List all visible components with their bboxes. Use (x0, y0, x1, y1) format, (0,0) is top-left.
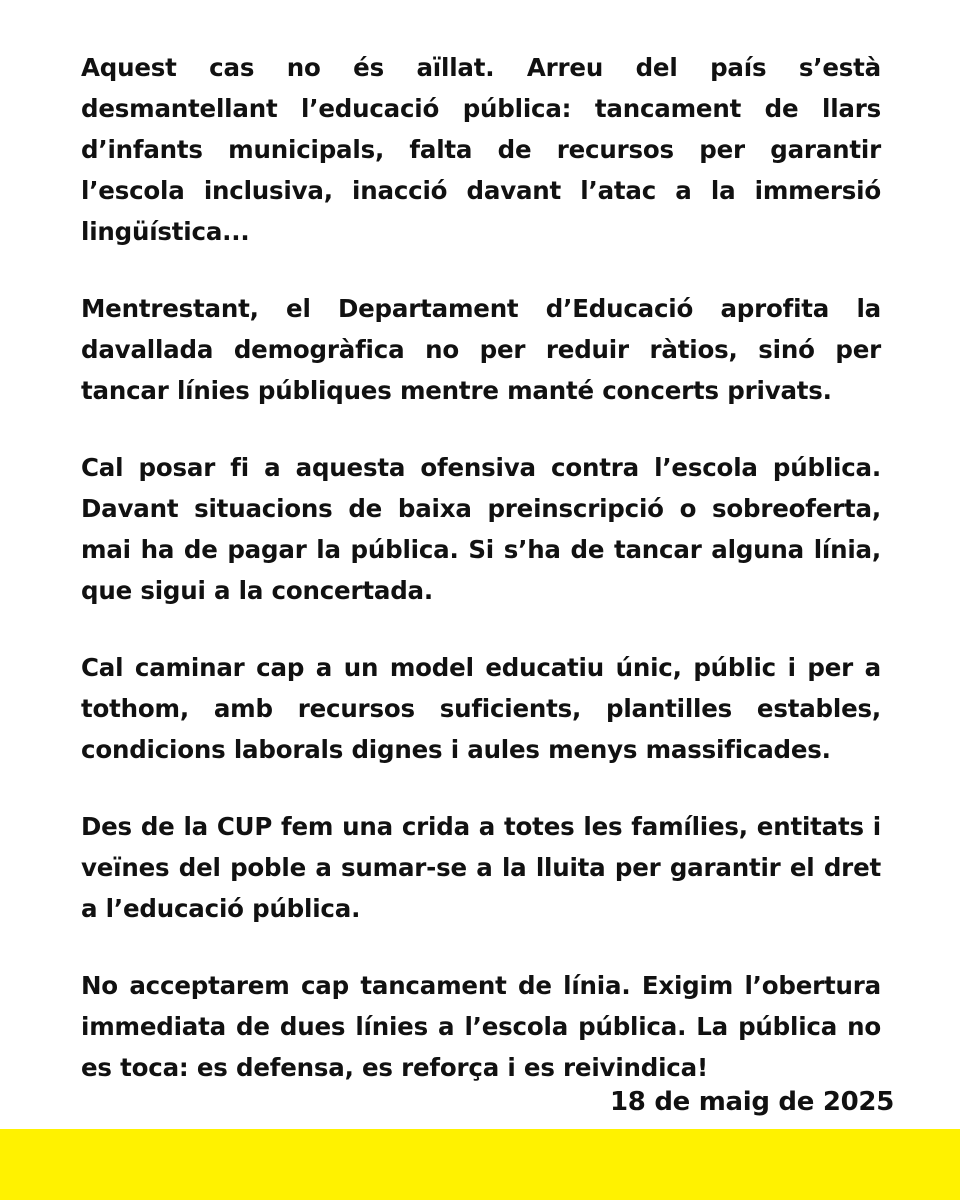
footer-color-band (0, 1129, 960, 1200)
paragraph-1: Aquest cas no és aïllat. Arreu del país s’està desmantellant l’educació pública: tancament de llars d’infants municipals, falta de recursos per garantir l’escola inclusiva, inacció davant l’atac a la immersió lingüística... (81, 53, 881, 246)
paragraph-6: No acceptarem cap tancament de línia. Exigim l’obertura immediata de dues línies a l’escola pública. La pública no es toca: es defensa, es reforça i es reivindica! (81, 971, 881, 1082)
paragraph-3: Cal posar fi a aquesta ofensiva contra l’escola pública. Davant situacions de baixa preinscripció o sobreoferta, mai ha de pagar la pública. Si s’ha de tancar alguna línia, que sigui a la concertada. (81, 453, 881, 605)
statement-body (81, 47, 881, 1124)
statement-date: 18 de maig de 2025 (609, 1087, 894, 1117)
paragraph-2: Mentrestant, el Departament d’Educació aprofita la davallada demogràfica no per reduir ràtios, sinó per tancar línies públiques mentre manté concerts privats. (81, 294, 881, 405)
paragraph-5: Des de la CUP fem una crida a totes les famílies, entitats i veïnes del poble a sumar-se a la lluita per garantir el dret a l’educació pública. (81, 812, 881, 923)
paragraph-4: Cal caminar cap a un model educatiu únic, públic i per a tothom, amb recursos suficients, plantilles estables, condicions laborals dignes i aules menys massificades. (81, 653, 881, 764)
